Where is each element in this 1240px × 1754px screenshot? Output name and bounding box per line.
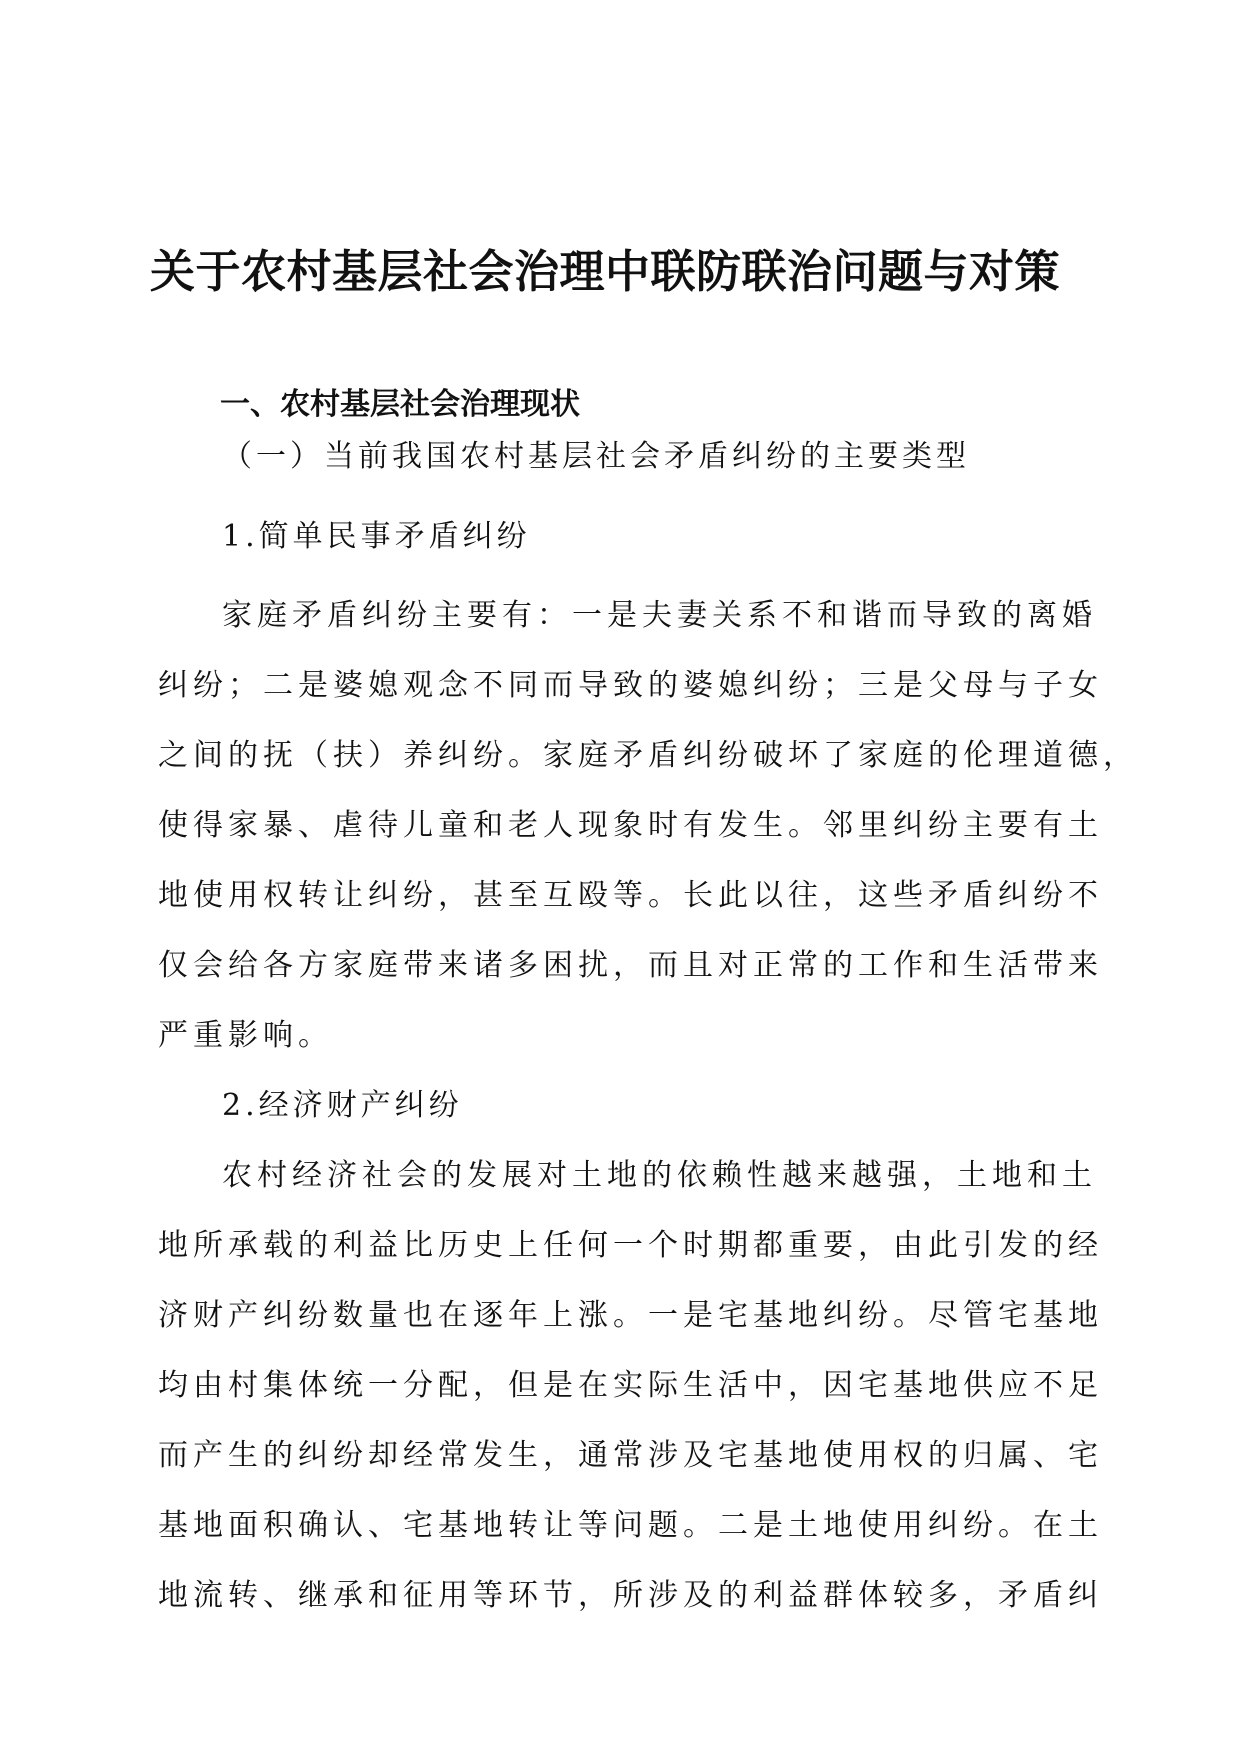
paragraph-line: 之间的抚（扶）养纠纷。家庭矛盾纠纷破坏了家庭的伦理道德， <box>158 738 1138 773</box>
item-heading: 1.简单民事矛盾纠纷 <box>222 519 531 554</box>
paragraph-line: 仅会给各方家庭带来诸多困扰，而且对正常的工作和生活带来 <box>158 948 1103 983</box>
paragraph-line: 农村经济社会的发展对土地的依赖性越来越强，土地和土 <box>222 1158 1097 1193</box>
paragraph-line: 严重影响。 <box>158 1018 333 1053</box>
subsection-heading: （一）当前我国农村基层社会矛盾纠纷的主要类型 <box>222 439 970 474</box>
paragraph-line: 纠纷；二是婆媳观念不同而导致的婆媳纠纷；三是父母与子女 <box>158 668 1103 703</box>
paragraph-line: 使得家暴、虐待儿童和老人现象时有发生。邻里纠纷主要有土 <box>158 808 1103 843</box>
document-title: 关于农村基层社会治理中联防联治问题与对策 <box>150 245 1061 298</box>
paragraph-line: 而产生的纠纷却经常发生，通常涉及宅基地使用权的归属、宅 <box>158 1438 1103 1473</box>
paragraph-line: 地流转、继承和征用等环节，所涉及的利益群体较多，矛盾纠 <box>158 1578 1103 1613</box>
paragraph-line: 家庭矛盾纠纷主要有：一是夫妻关系不和谐而导致的离婚 <box>222 598 1097 633</box>
paragraph-line: 均由村集体统一分配，但是在实际生活中，因宅基地供应不足 <box>158 1368 1103 1403</box>
paragraph-line: 基地面积确认、宅基地转让等问题。二是土地使用纠纷。在土 <box>158 1508 1103 1543</box>
paragraph-line: 地所承载的利益比历史上任何一个时期都重要，由此引发的经 <box>158 1228 1103 1263</box>
section-heading: 一、农村基层社会治理现状 <box>220 387 580 422</box>
item-heading: 2.经济财产纠纷 <box>222 1088 463 1123</box>
paragraph-line: 济财产纠纷数量也在逐年上涨。一是宅基地纠纷。尽管宅基地 <box>158 1298 1103 1333</box>
paragraph-line: 地使用权转让纠纷，甚至互殴等。长此以往，这些矛盾纠纷不 <box>158 878 1103 913</box>
